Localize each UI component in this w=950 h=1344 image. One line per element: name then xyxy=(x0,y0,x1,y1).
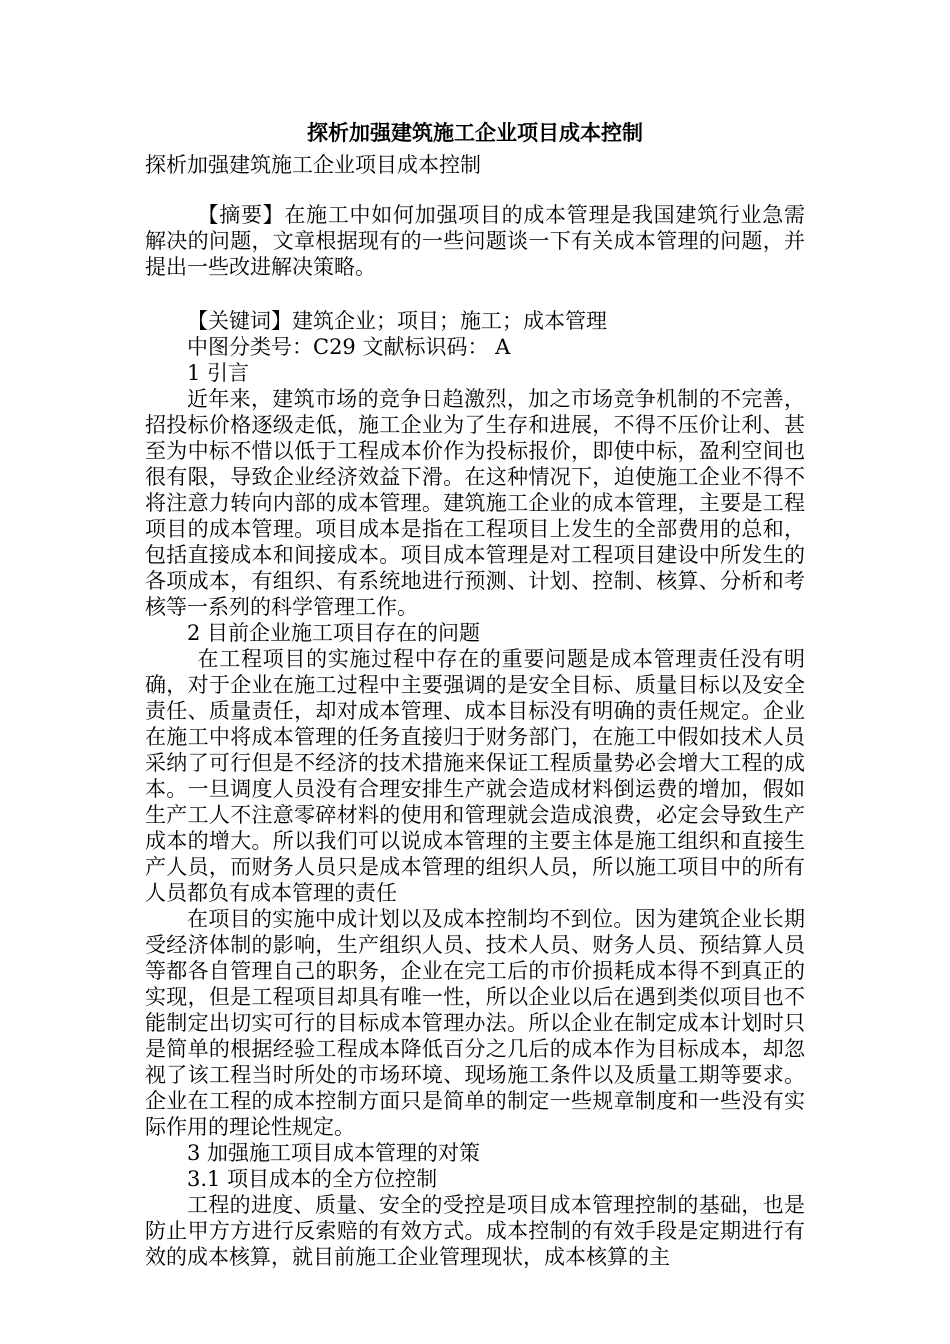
section-heading-problems: 2 目前企业施工项目存在的问题 xyxy=(187,621,481,645)
abstract-paragraph: 【摘要】在施工中如何加强项目的成本管理是我国建筑行业急需解决的问题，文章根据现有的一些问题谈一下有关成本管理的问题，并提出一些改进解决策略。 xyxy=(145,203,805,279)
body-paragraph: 在工程项目的实施过程中存在的重要问题是成本管理责任没有明确，对于企业在施工过程中主要强调的是安全目标、质量目标以及安全责任、质量责任，却对成本管理、成本目标没有明确的责任规定。企业在施工中将成本管理的任务直接归于财务部门，在施工中假如技术人员采纳了可行但是不经济的技术措施来保证工程质量势必会增大工程的成本。一旦调度人员没有合理安排生产就会造成材料倒运费的增加，假如生产工人不注意零碎材料的使用和管理就会造成浪费，必定会导致生产成本的增大。所以我们可以说成本管理的主要主体是施工组织和直接生产人员，而财务人员只是成本管理的组织人员，所以施工项目中的所有人员都负有成本管理的责任 xyxy=(145,647,805,905)
body-paragraph: 工程的进度、质量、安全的受控是项目成本管理控制的基础，也是防止甲方方进行反索赔的有效方式。成本控制的有效手段是定期进行有效的成本核算，就目前施工企业管理现状，成本核算的主 xyxy=(145,1193,805,1269)
keywords-line: 【关键词】建筑企业；项目；施工；成本管理 xyxy=(187,309,607,333)
document-subtitle: 探析加强建筑施工企业项目成本控制 xyxy=(145,153,481,177)
body-paragraph: 在项目的实施中成计划以及成本控制均不到位。因为建筑企业长期受经济体制的影响，生产组织人员、技术人员、财务人员、预结算人员等都各自管理自己的职务，企业在完工后的市价损耗成本得不到真正的实现，但是工程项目却具有唯一性，所以企业以后在遇到类似项目也不能制定出切实可行的目标成本管理办法。所以企业在制定成本计划时只是简单的根据经验工程成本降低百分之几后的成本作为目标成本，却忽视了该工程当时所处的市场环境、现场施工条件以及质量工期等要求。企业在工程的成本控制方面只是简单的制定一些规章制度和一些没有实际作用的理论性规定。 xyxy=(145,907,805,1139)
subsection-heading: 3.1 项目成本的全方位控制 xyxy=(187,1167,438,1191)
document-page xyxy=(145,118,805,1270)
document-title: 探析加强建筑施工企业项目成本控制 xyxy=(307,120,643,145)
section-heading-intro: 1 引言 xyxy=(187,361,250,385)
section-heading-countermeasures: 3 加强施工项目成本管理的对策 xyxy=(187,1141,481,1165)
classification-line: 中图分类号：C29 文献标识码： A xyxy=(187,335,511,359)
body-paragraph: 近年来，建筑市场的竞争日趋激烈，加之市场竞争机制的不完善，招投标价格逐级走低，施工企业为了生存和进展，不得不压价让利、甚至为中标不惜以低于工程成本价作为投标报价，即使中标，盈利空间也很有限，导致企业经济效益下滑。在这种情况下，迫使施工企业不得不将注意力转向内部的成本管理。建筑施工企业的成本管理，主要是工程项目的成本管理。项目成本是指在工程项目上发生的全部费用的总和，包括直接成本和间接成本。项目成本管理是对工程项目建设中所发生的各项成本，有组织、有系统地进行预测、计划、控制、核算、分析和考核等一系列的科学管理工作。 xyxy=(145,387,805,619)
